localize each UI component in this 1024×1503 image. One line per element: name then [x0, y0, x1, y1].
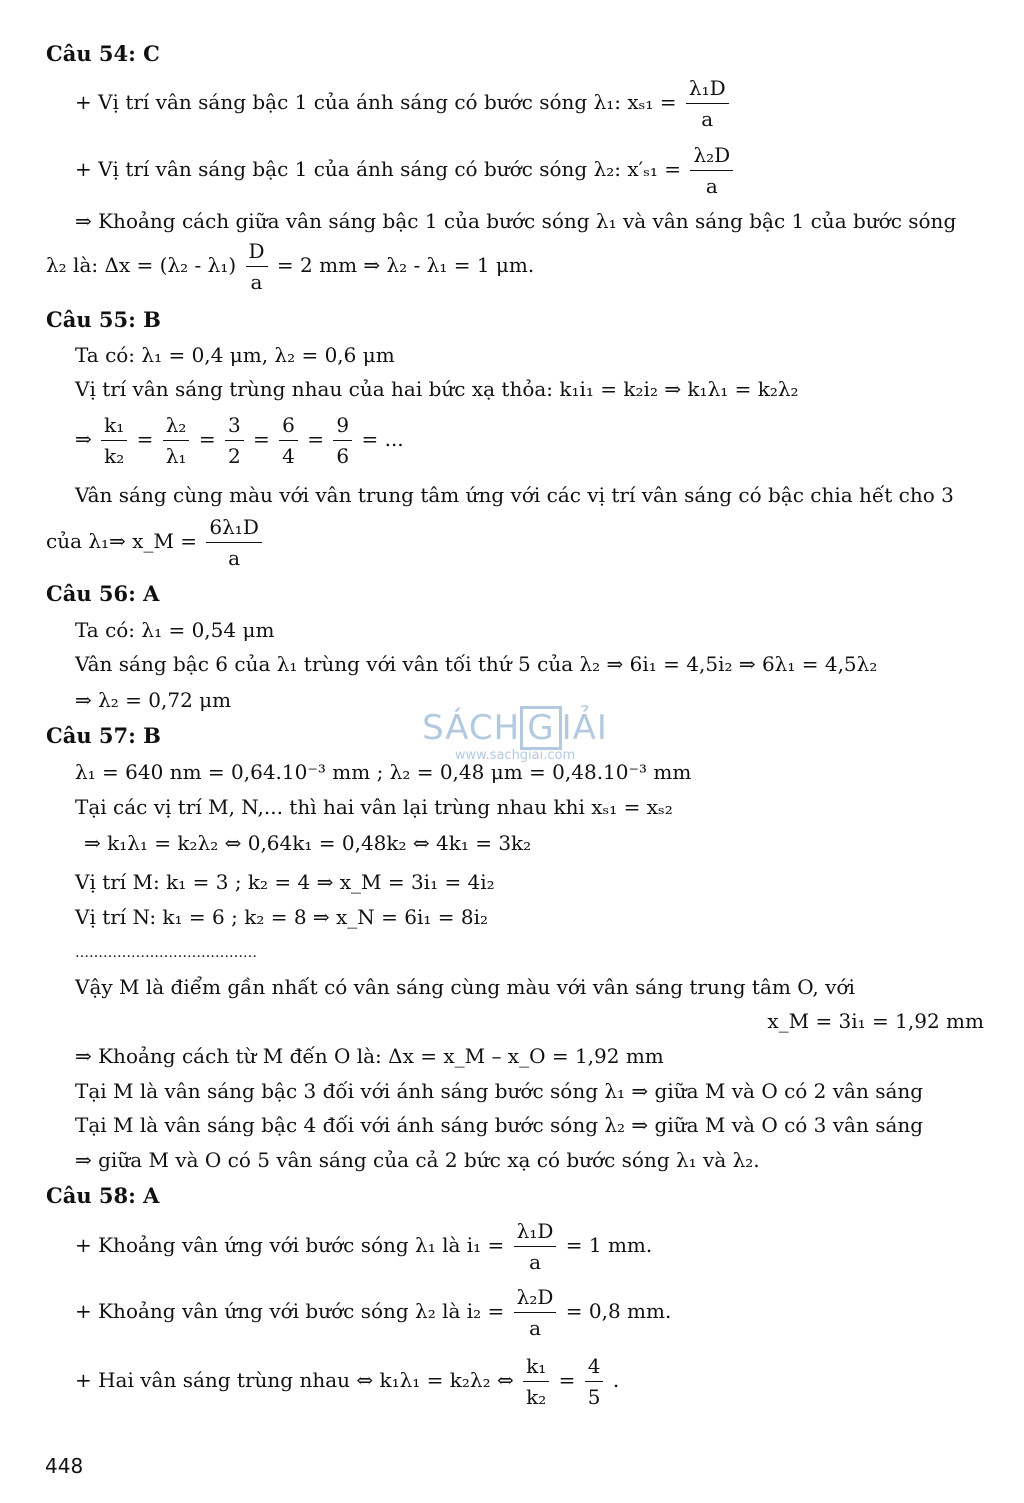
q54-line-3: ⇒ Khoảng cách giữa vân sáng bậc 1 của bước sóng λ₁ và vân sáng bậc 1 của bước sóng [75, 209, 957, 233]
q57-line-8: x_M = 3i₁ = 1,92 mm [767, 1009, 984, 1033]
q55-line-2: Vị trí vân sáng trùng nhau của hai bức xạ thỏa: k₁i₁ = k₂i₂ ⇒ k₁λ₁ = k₂λ₂ [75, 377, 799, 401]
question-55-heading: Câu 55: B [46, 307, 161, 332]
page-number: 448 [45, 1454, 84, 1478]
q56-line-1: Ta có: λ₁ = 0,54 μm [75, 618, 275, 642]
fraction: $\frac{\text{λ₂D}}{a}$ [690, 140, 733, 201]
q58-line-2: + Khoảng vân ứng với bước sóng λ₂ là i₂ = $\frac{\text{λ₂D}}{a}$ = 0,8 mm. [75, 1282, 671, 1343]
watermark-url: www.sachgiai.com [454, 748, 576, 763]
q57-line-10: Tại M là vân sáng bậc 3 đối với ánh sáng bước sóng λ₁ ⇒ giữa M và O có 2 vân sáng [75, 1079, 924, 1103]
q54-line-1: + Vị trí vân sáng bậc 1 của ánh sáng có bước sóng λ₁: xₛ₁ = $\frac{\text{λ₁D}}{a}$ [75, 73, 732, 134]
q56-line-3: ⇒ λ₂ = 0,72 μm [75, 688, 232, 712]
fraction: $\frac{D}{a}$ [246, 236, 268, 297]
q57-line-12: ⇒ giữa M và O có 5 vân sáng của cả 2 bức xạ có bước sóng λ₁ và λ₂. [75, 1148, 760, 1172]
question-56-heading: Câu 56: A [46, 581, 160, 606]
question-54-heading: Câu 54: C [46, 41, 160, 66]
fraction: $\frac{\text{λ₁D}}{a}$ [686, 73, 729, 134]
q58-line-1: + Khoảng vân ứng với bước sóng λ₁ là i₁ = $\frac{\text{λ₁D}}{a}$ = 1 mm. [75, 1216, 652, 1277]
q57-line-9: ⇒ Khoảng cách từ M đến O là: Δx = x_M – x_O = 1,92 mm [75, 1044, 664, 1068]
watermark-logo: SÁCH G IẢI www.sachgiai.com [410, 706, 620, 796]
q57-line-1: λ₁ = 640 nm = 0,64.10⁻³ mm ; λ₂ = 0,48 μm = 0,48.10⁻³ mm [75, 760, 692, 784]
q55-line-1: Ta có: λ₁ = 0,4 μm, λ₂ = 0,6 μm [75, 343, 395, 367]
q57-line-11: Tại M là vân sáng bậc 4 đối với ánh sáng bước sóng λ₂ ⇒ giữa M và O có 3 vân sáng [75, 1113, 924, 1137]
q58-line-3: + Hai vân sáng trùng nhau ⇔ k₁λ₁ = k₂λ₂ ⇔ $\frac{\text{k₁}}{\text{k₂}}$ = $\frac{4}{5}$ . [75, 1351, 619, 1412]
q57-line-7: Vậy M là điểm gần nhất có vân sáng cùng màu với vân sáng trung tâm O, với [75, 975, 855, 999]
q57-line-3: ⇒ k₁λ₁ = k₂λ₂ ⇔ 0,64k₁ = 0,48k₂ ⇔ 4k₁ = 3k₂ [84, 831, 532, 855]
q57-line-4: Vị trí M: k₁ = 3 ; k₂ = 4 ⇒ x_M = 3i₁ = 4i₂ [75, 870, 495, 894]
q55-line-5: của λ₁⇒ x_M = $\frac{\text{6λ₁D}}{a}$ [46, 512, 265, 573]
q54-line-4: λ₂ là: Δx = (λ₂ - λ₁) $\frac{D}{a}$ = 2 mm ⇒ λ₂ - λ₁ = 1 μm. [46, 236, 534, 297]
q54-line-2: + Vị trí vân sáng bậc 1 của ánh sáng có bước sóng λ₂: x′ₛ₁ = $\frac{\text{λ₂D}}{a}$ [75, 140, 736, 201]
q57-line-2: Tại các vị trí M, N,... thì hai vân lại trùng nhau khi xₛ₁ = xₛ₂ [75, 795, 673, 819]
q57-line-5: Vị trí N: k₁ = 6 ; k₂ = 8 ⇒ x_N = 6i₁ = 8i₂ [75, 905, 489, 929]
question-57-heading: Câu 57: B [46, 723, 161, 748]
question-58-heading: Câu 58: A [46, 1183, 160, 1208]
q57-ellipsis: ………………………………… [75, 945, 257, 961]
q55-line-3: ⇒ $\frac{\text{k₁}}{\text{k₂}}$ = $\frac{\text{λ₂}}{\text{λ₁}}$ = $\frac{3}{2}$ = $\frac{6}{4}$ = $\frac{9}{6}$ = ... [75, 410, 404, 471]
q56-line-2: Vân sáng bậc 6 của λ₁ trùng với vân tối thứ 5 của λ₂ ⇒ 6i₁ = 4,5i₂ ⇒ 6λ₁ = 4,5λ₂ [75, 652, 878, 676]
q55-line-4: Vân sáng cùng màu với vân trung tâm ứng với các vị trí vân sáng có bậc chia hết cho 3 [75, 483, 954, 507]
